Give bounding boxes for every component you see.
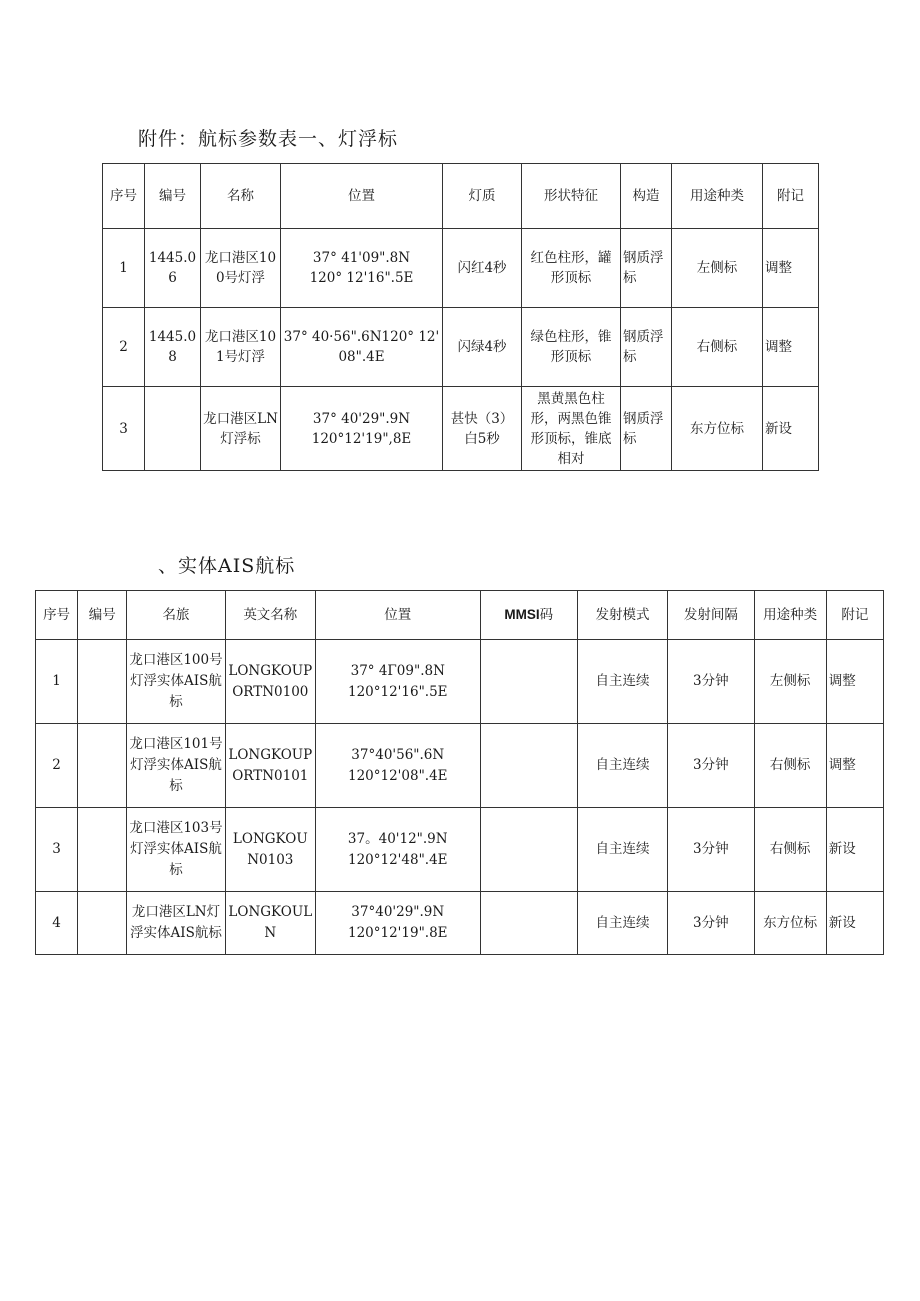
name-cell: 龙口港区103号灯浮实体AIS航标 bbox=[127, 808, 225, 892]
use-cell: 东方位标 bbox=[754, 892, 826, 955]
longitude: 08".4E bbox=[338, 349, 385, 365]
longitude: 120°12'08".4E bbox=[347, 767, 448, 784]
use-cell: 右侧标 bbox=[672, 308, 763, 387]
note-cell: 调整 bbox=[763, 308, 819, 387]
longitude: 120°12'48".4E bbox=[347, 851, 448, 868]
note-cell: 调整 bbox=[826, 724, 883, 808]
header-cell: 灯质 bbox=[443, 164, 522, 229]
header-cell: 发射模式 bbox=[577, 591, 667, 640]
name-cell: 龙口港区LN灯浮标 bbox=[201, 387, 281, 471]
ais-beacon-table bbox=[35, 590, 884, 955]
mmsi-label: MMSI bbox=[504, 607, 540, 622]
interval-cell: 3分钟 bbox=[668, 640, 754, 724]
latitude: 37° 40·56".6N120° 12' bbox=[283, 329, 440, 345]
latitude: 37° 41'09".8N bbox=[312, 250, 411, 266]
section1-title: 附件：航标参数表一、灯浮标 bbox=[138, 128, 399, 150]
longitude: 120° 12'16".5E bbox=[309, 270, 414, 286]
table-header-row bbox=[103, 164, 819, 229]
header-cell: 名旅 bbox=[127, 591, 225, 640]
structure-cell: 钢质浮标 bbox=[621, 229, 672, 308]
row-number: 2 bbox=[36, 724, 78, 808]
light-character-cell: 闪绿4秒 bbox=[443, 308, 522, 387]
mode-cell: 自主连续 bbox=[577, 808, 667, 892]
table-row bbox=[36, 892, 884, 955]
english-name-cell: LONGKOUN0103 bbox=[225, 808, 315, 892]
header-cell: 序号 bbox=[36, 591, 78, 640]
table-row bbox=[103, 308, 819, 387]
table-row bbox=[36, 724, 884, 808]
name-cell: 龙口港区101号灯浮实体AIS航标 bbox=[127, 724, 225, 808]
mode-cell: 自主连续 bbox=[577, 640, 667, 724]
header-cell: 构造 bbox=[621, 164, 672, 229]
note-cell: 新设 bbox=[826, 808, 883, 892]
note-cell: 新设 bbox=[826, 892, 883, 955]
header-cell: 名称 bbox=[201, 164, 281, 229]
latitude: 37°40'56".6N bbox=[351, 746, 445, 763]
light-character-cell: 甚快（3）白5秒 bbox=[443, 387, 522, 471]
interval-cell: 3分钟 bbox=[668, 808, 754, 892]
english-name-cell: LONGKOUPORTN0100 bbox=[225, 640, 315, 724]
longitude: 120°12'19",8E bbox=[311, 430, 412, 447]
header-cell: 发射间隔 bbox=[668, 591, 754, 640]
position-cell bbox=[281, 229, 443, 308]
english-name-cell: LONGKOUPORTN0101 bbox=[225, 724, 315, 808]
use-cell: 左侧标 bbox=[672, 229, 763, 308]
longitude: 120°12'19".8E bbox=[347, 925, 448, 941]
table-row bbox=[103, 387, 819, 471]
use-cell: 东方位标 bbox=[672, 387, 763, 471]
name-cell: 龙口港区100号灯浮实体AIS航标 bbox=[127, 640, 225, 724]
header-cell: 编号 bbox=[145, 164, 201, 229]
english-name-cell: LONGKOULN bbox=[225, 892, 315, 955]
code-cell bbox=[145, 387, 201, 471]
code-cell bbox=[78, 892, 127, 955]
mode-cell: 自主连续 bbox=[577, 892, 667, 955]
mmsi-cell bbox=[480, 640, 577, 724]
table-row bbox=[103, 229, 819, 308]
code-cell: 1445.08 bbox=[145, 308, 201, 387]
header-cell: 用途种类 bbox=[754, 591, 826, 640]
row-number: 1 bbox=[36, 640, 78, 724]
position-cell bbox=[315, 640, 480, 724]
shape-cell: 绿色柱形，锥形顶标 bbox=[522, 308, 621, 387]
mmsi-suffix: 码 bbox=[539, 607, 554, 623]
mmsi-cell bbox=[480, 724, 577, 808]
mmsi-cell bbox=[480, 892, 577, 955]
position-cell bbox=[315, 892, 480, 955]
table-header-row bbox=[36, 591, 884, 640]
use-cell: 右侧标 bbox=[754, 808, 826, 892]
position-cell bbox=[315, 724, 480, 808]
interval-cell: 3分钟 bbox=[668, 892, 754, 955]
shape-cell: 黑黄黑色柱形，两黑色锥形顶标，锥底相对 bbox=[522, 387, 621, 471]
latitude: 37。40'12".9N bbox=[347, 830, 448, 847]
latitude: 37° 40'29".9N bbox=[312, 410, 411, 427]
note-cell: 新设 bbox=[763, 387, 819, 471]
position-cell bbox=[315, 808, 480, 892]
header-cell: 位置 bbox=[281, 164, 443, 229]
light-character-cell: 闪红4秒 bbox=[443, 229, 522, 308]
code-cell bbox=[78, 640, 127, 724]
header-cell bbox=[480, 591, 577, 640]
row-number: 3 bbox=[103, 387, 145, 471]
structure-cell: 钢质浮标 bbox=[621, 308, 672, 387]
header-cell: 序号 bbox=[103, 164, 145, 229]
header-cell: 附记 bbox=[763, 164, 819, 229]
section2-title: 、实体AIS航标 bbox=[158, 555, 296, 577]
header-cell: 编号 bbox=[78, 591, 127, 640]
code-cell bbox=[78, 808, 127, 892]
name-cell: 龙口港区100号灯浮 bbox=[201, 229, 281, 308]
header-cell: 用途种类 bbox=[672, 164, 763, 229]
header-cell: 附记 bbox=[826, 591, 883, 640]
code-cell bbox=[78, 724, 127, 808]
note-cell: 调整 bbox=[826, 640, 883, 724]
use-cell: 左侧标 bbox=[754, 640, 826, 724]
mode-cell: 自主连续 bbox=[577, 724, 667, 808]
header-cell: 位置 bbox=[315, 591, 480, 640]
row-number: 2 bbox=[103, 308, 145, 387]
position-cell bbox=[281, 308, 443, 387]
header-cell: 英文名称 bbox=[225, 591, 315, 640]
note-cell: 调整 bbox=[763, 229, 819, 308]
structure-cell: 钢质浮标 bbox=[621, 387, 672, 471]
latitude: 37° 4Γ09".8N bbox=[350, 662, 445, 679]
interval-cell: 3分钟 bbox=[668, 724, 754, 808]
row-number: 1 bbox=[103, 229, 145, 308]
row-number: 4 bbox=[36, 892, 78, 955]
mmsi-cell bbox=[480, 808, 577, 892]
shape-cell: 红色柱形，罐形顶标 bbox=[522, 229, 621, 308]
light-buoy-table bbox=[102, 163, 819, 471]
position-cell bbox=[281, 387, 443, 471]
name-cell: 龙口港区LN灯浮实体AIS航标 bbox=[127, 892, 225, 955]
table-row bbox=[36, 808, 884, 892]
latitude: 37°40'29".9N bbox=[351, 904, 445, 920]
name-cell: 龙口港区101号灯浮 bbox=[201, 308, 281, 387]
row-number: 3 bbox=[36, 808, 78, 892]
code-cell: 1445.06 bbox=[145, 229, 201, 308]
longitude: 120°12'16".5E bbox=[347, 683, 448, 700]
use-cell: 右侧标 bbox=[754, 724, 826, 808]
header-cell: 形状特征 bbox=[522, 164, 621, 229]
table-row bbox=[36, 640, 884, 724]
